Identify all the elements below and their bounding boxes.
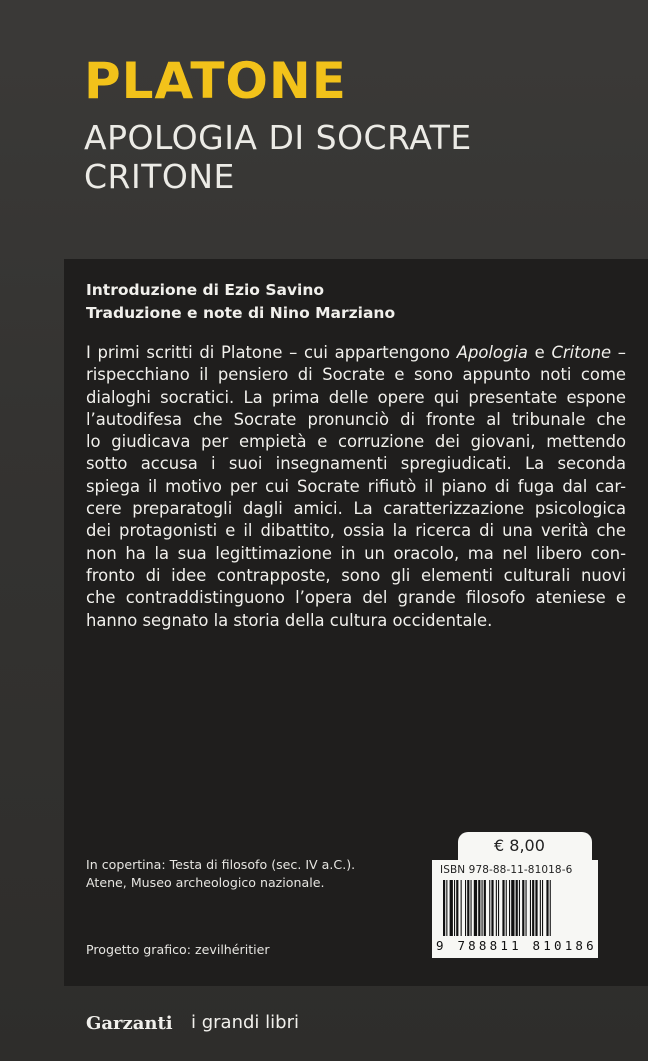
blurb-line: I primi scritti di Platone – cui appartengono Apologia e Critone – — [86, 343, 626, 362]
blurb-line: non ha la sua legittimazione in un oracolo, ma nel libero con- — [86, 543, 626, 563]
author-name: PLATONE — [84, 52, 347, 110]
book-title-line-2: CRITONE — [84, 157, 235, 196]
book-title-line-1: APOLOGIA DI SOCRATE — [84, 118, 472, 157]
barcode-icon — [443, 880, 591, 938]
cover-image-credit: In copertina: Testa di filosofo (sec. IV a.C.). Atene, Museo archeologico nazionale. — [86, 857, 356, 890]
blurb-line: rispecchiano il pensiero di Socrate e sono appunto noti come — [86, 365, 626, 385]
graphic-design-credit: Progetto grafico: zevilhéritier — [86, 942, 270, 957]
blurb — [86, 342, 626, 632]
introduction-credit: Introduzione di Ezio Savino — [86, 281, 325, 299]
credits — [86, 279, 395, 325]
work-title-apologia: Apologia — [456, 343, 528, 362]
series-name: i grandi libri — [191, 1012, 299, 1033]
price-label: € 8,00 — [494, 836, 545, 855]
blurb-line: sotto accusa i suoi insegnamenti spregiudicati. La seconda — [86, 454, 626, 474]
isbn-label: ISBN 978-88-11-81018-6 — [440, 864, 573, 876]
publisher-logo: Garzanti — [86, 1013, 173, 1034]
blurb-line: dialoghi socratici. La prima delle opere qui presentate espone — [86, 387, 626, 407]
blurb-line: cere preparatogli dagli amici. La caratterizzazione psicologica — [86, 499, 626, 519]
blurb-line: lo giudicava per empietà e corruzione dei giovani, mettendo — [86, 432, 626, 452]
translation-credit: Traduzione e note di Nino Marziano — [86, 304, 396, 322]
blurb-line: hanno segnato la storia della cultura occidentale. — [86, 610, 493, 630]
cover-top-band — [0, 0, 648, 52]
barcode-digits: 9 788811 810186 — [436, 938, 597, 953]
blurb-line: dei protagonisti e il dibattito, ossia la ricerca di una verità che — [86, 521, 626, 541]
work-title-critone: Critone — [551, 343, 612, 362]
blurb-line: l’autodifesa che Socrate pronunciò di fronte al tribunale che — [86, 409, 626, 429]
blurb-line: fronto di idee contrapposte, sono gli elementi culturali nuovi — [86, 565, 626, 585]
blurb-line: che contraddistinguono l’opera del grande filosofo ateniese e — [86, 588, 626, 608]
blurb-line: spiega il motivo per cui Socrate rifiutò il piano di fuga dal car- — [86, 476, 626, 496]
